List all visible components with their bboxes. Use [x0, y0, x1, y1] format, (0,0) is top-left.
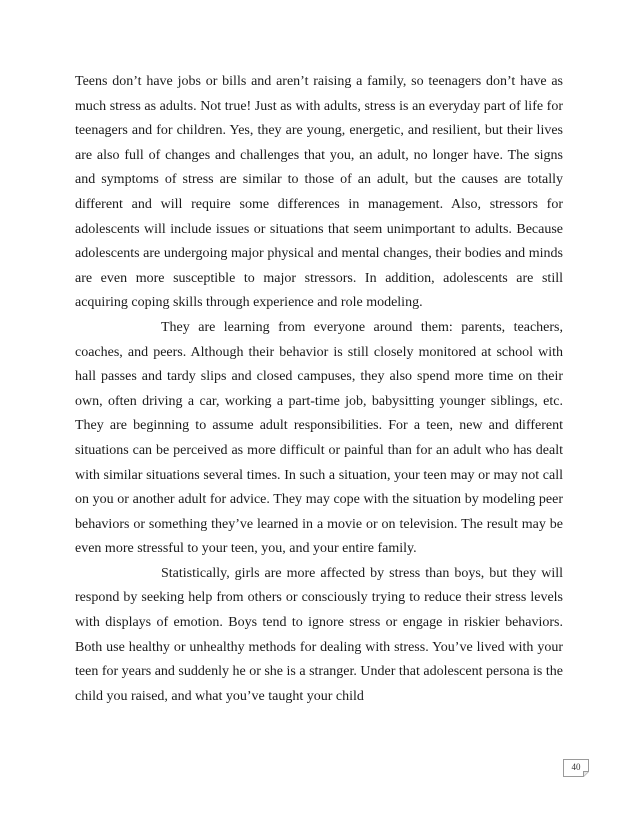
paragraph: Statistically, girls are more affected by stress than boys, but they will respond by seeking help from others or consciously trying to reduce their stress levels with displays of emotion. Boys tend to ignore stress or engage in riskier behaviors. Both use healthy or unhealthy methods for dealing with stress. You’ve lived with your teen for years and suddenly he or she is a stranger. Under that adolescent persona is the child you raised, and what you’ve taught your child	[75, 565, 563, 704]
page-number: 40	[571, 762, 581, 772]
paragraph: They are learning from everyone around them: parents, teachers, coaches, and peers. Although their behavior is still closely monitored at school with hall passes and tardy slips and closed campuses, they also spend more time on their own, often driving a car, working a part-time job, babysitting younger siblings, etc. They are beginning to assume adult responsibilities. For a teen, new and different situations can be perceived as more difficult or painful than for an adult who has dealt with similar situations several times. In such a situation, your teen may or may not call on you or another adult for advice. They may cope with the situation by modeling peer behaviors or something they’ve learned in a movie or on television. The result may be even more stressful to your teen, you, and your entire family.	[75, 319, 563, 557]
paragraph: Teens don’t have jobs or bills and aren’t raising a family, so teenagers don’t have as much stress as adults. Not true! Just as with adults, stress is an everyday part of life for teenagers and for children. Yes, they are young, energetic, and resilient, but their lives are also full of changes and challenges that you, an adult, no longer have. The signs and symptoms of stress are similar to those of an adult, but the causes are totally different and will require some differences in management. Also, stressors for adolescents will include issues or situations that seem unimportant to adults. Because adolescents are undergoing major physical and mental changes, their bodies and minds are even more susceptible to major stressors. In addition, adolescents are still acquiring coping skills through experience and role modeling.	[75, 74, 563, 311]
page-number-box	[563, 759, 593, 779]
body-text	[75, 70, 563, 709]
